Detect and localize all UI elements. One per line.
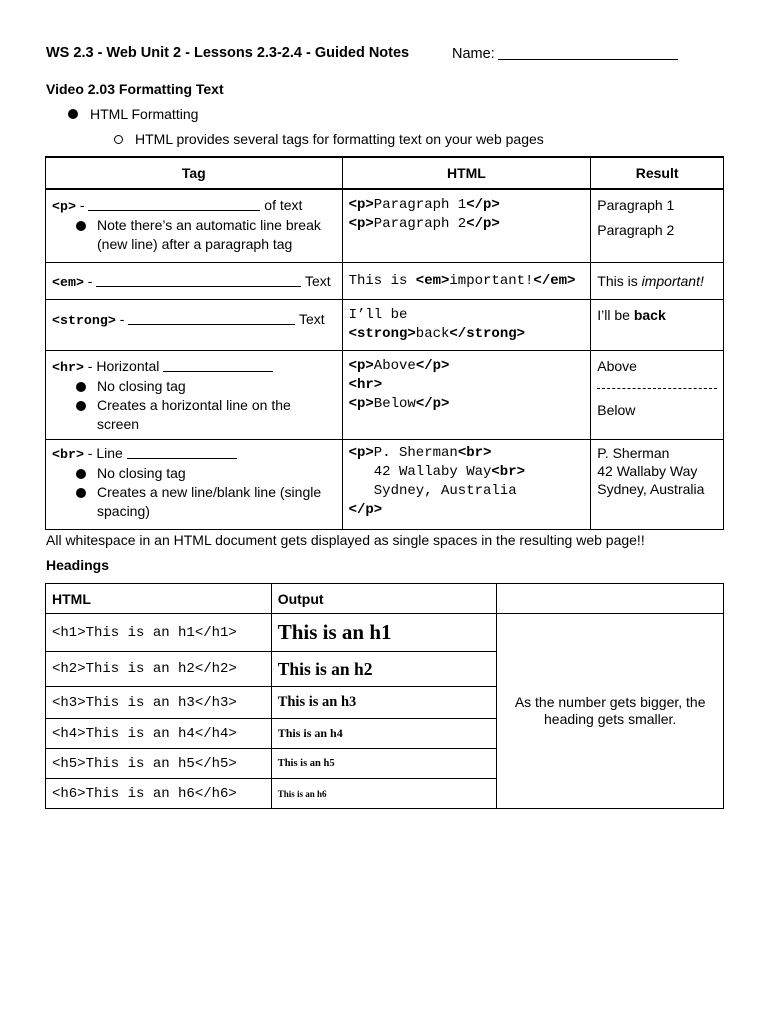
note-text: Creates a new line/blank line (single spacing) <box>97 483 322 519</box>
note-text: No closing tag <box>97 377 186 394</box>
heading-html-code: <h1>This is an h1</h1> <box>46 614 272 652</box>
tag-suffix: of text <box>264 197 303 213</box>
horizontal-rule <box>597 388 717 389</box>
code-tag: <p> <box>348 444 374 461</box>
html-code-cell <box>342 262 591 299</box>
table-row-hr <box>46 350 724 439</box>
code-text: Above <box>373 357 416 374</box>
heading-html-code: <h5>This is an h5</h5> <box>46 749 272 779</box>
table-row <box>46 614 724 652</box>
code-text: P. Sherman <box>373 444 458 461</box>
code-tag: <br> <box>491 463 526 480</box>
table-row-br <box>46 439 724 529</box>
code-tag: <em> <box>415 272 450 289</box>
code-tag: </p> <box>415 357 450 374</box>
code-tag: <p> <box>348 216 374 232</box>
heading-html-code: <h3>This is an h3</h3> <box>46 687 272 719</box>
bullet-dot-icon <box>76 469 86 479</box>
tag-cell <box>46 262 343 299</box>
result-cell <box>591 262 724 299</box>
code-text: Below <box>373 395 416 412</box>
code-text: This is <box>348 272 416 289</box>
code-tag: </p> <box>466 216 500 232</box>
tag-suffix: Text <box>298 310 325 327</box>
code-tag: </p> <box>348 501 383 518</box>
code-tag: </p> <box>466 197 500 213</box>
tag-cell <box>46 350 343 439</box>
result-text: I’ll be <box>597 306 634 323</box>
tag-cell <box>46 299 343 350</box>
note-item <box>52 377 336 396</box>
heading-output-h3: This is an h3 <box>271 687 497 719</box>
worksheet-header <box>46 45 495 62</box>
heading-output-h6: This is an h6 <box>271 779 497 809</box>
formatting-table-header <box>46 157 724 189</box>
heading-output-h1: This is an h1 <box>271 614 497 652</box>
tag-dash: - <box>83 357 97 374</box>
result-line: P. Sherman <box>597 444 670 461</box>
headings-table-header <box>46 584 724 614</box>
whitespace-note: All whitespace in an HTML document gets displayed as single spaces in the resulting web page!! <box>46 532 645 548</box>
code-text: Paragraph 2 <box>373 216 467 232</box>
code-tag: </p> <box>415 395 450 412</box>
heading-output-h4: This is an h4 <box>271 719 497 749</box>
tag-code: <strong> <box>52 312 116 328</box>
result-line: 42 Wallaby Way <box>597 462 698 479</box>
result-line: Above <box>597 357 637 374</box>
tag-cell <box>46 189 343 262</box>
fill-in-blank[interactable] <box>128 311 295 325</box>
table-row-strong <box>46 299 724 350</box>
code-tag: </em> <box>533 272 576 289</box>
sub-bullet-text: HTML provides several tags for formatting text on your web pages <box>135 131 544 147</box>
code-tag: </strong> <box>449 325 526 342</box>
code-text: Paragraph 1 <box>373 197 467 213</box>
heading-html-code: <h4>This is an h4</h4> <box>46 719 272 749</box>
code-tag: <strong> <box>348 325 416 342</box>
result-line: Below <box>597 401 636 418</box>
bullet-dot-icon <box>68 109 78 119</box>
note-text: Note there’s an automatic line break (new line) after a paragraph tag <box>97 217 321 252</box>
col-result-header: Result <box>591 157 724 189</box>
fill-in-blank[interactable] <box>88 197 260 211</box>
bullet-html-formatting <box>68 106 198 122</box>
fill-in-blank[interactable] <box>127 445 237 459</box>
col-tag-header: Tag <box>46 157 343 189</box>
tag-dash: - <box>83 444 97 461</box>
tag-dash: - <box>83 272 97 289</box>
bullet-text: HTML Formatting <box>90 106 199 122</box>
table-row-em <box>46 262 724 299</box>
video-section-title: Video 2.03 Formatting Text <box>46 81 224 97</box>
code-tag: <p> <box>348 197 374 213</box>
col-html-header: HTML <box>46 584 272 614</box>
col-output-header: Output <box>271 584 497 614</box>
tag-dash: - <box>75 197 89 213</box>
sub-bullet-formatting-tags <box>114 131 544 147</box>
formatting-table <box>45 156 724 530</box>
note-item <box>52 464 336 483</box>
note-item <box>52 483 336 521</box>
tag-dash: - <box>115 310 129 327</box>
bullet-dot-icon <box>76 382 86 392</box>
fill-in-blank[interactable] <box>163 358 273 372</box>
heading-output-h2: This is an h2 <box>271 652 497 687</box>
note-item <box>52 216 336 254</box>
headings-note: As the number gets bigger, the heading gets smaller. <box>497 614 724 809</box>
code-tag: <br> <box>457 444 492 461</box>
col-html-header: HTML <box>342 157 591 189</box>
name-field[interactable] <box>452 45 678 62</box>
tag-code: <p> <box>52 199 76 214</box>
result-cell <box>591 439 724 529</box>
html-code-cell <box>342 350 591 439</box>
code-text: 42 Wallaby Way <box>348 463 492 480</box>
result-cell <box>591 350 724 439</box>
result-line: Sydney, Australia <box>597 480 705 497</box>
table-row-p <box>46 189 724 262</box>
name-label: Name: <box>452 46 495 62</box>
note-item <box>52 396 336 434</box>
result-cell <box>591 299 724 350</box>
note-text: No closing tag <box>97 464 186 481</box>
headings-table <box>45 583 724 809</box>
tag-suffix: Text <box>305 272 331 289</box>
result-line: Paragraph 2 <box>597 222 675 238</box>
tag-cell <box>46 439 343 529</box>
html-code-cell <box>342 439 591 529</box>
tag-code: <br> <box>52 446 84 462</box>
fill-in-blank[interactable] <box>96 273 301 287</box>
bullet-dot-icon <box>76 401 86 411</box>
result-line: Paragraph 1 <box>597 197 675 213</box>
code-text: I’ll be <box>348 306 408 323</box>
hollow-bullet-icon <box>114 135 123 144</box>
col-note-header <box>497 584 724 614</box>
result-cell <box>591 189 724 262</box>
worksheet-title: WS 2.3 - Web Unit 2 - Lessons 2.3-2.4 - Guided Notes <box>46 45 410 61</box>
note-text: Creates a horizontal line on the screen <box>97 396 291 432</box>
heading-html-code: <h6>This is an h6</h6> <box>46 779 272 809</box>
html-code-cell <box>342 299 591 350</box>
html-code-cell <box>342 189 591 262</box>
code-tag: <p> <box>348 395 374 412</box>
name-blank-line[interactable] <box>498 45 678 60</box>
tag-prefix-word: Line <box>96 444 123 461</box>
code-text: back <box>415 325 450 342</box>
tag-code: <hr> <box>52 359 84 375</box>
headings-section-title: Headings <box>46 557 110 573</box>
code-text: Sydney, Australia <box>348 482 517 499</box>
code-tag: <p> <box>348 357 374 374</box>
result-strong: back <box>633 306 666 323</box>
tag-code: <em> <box>52 274 84 290</box>
bullet-dot-icon <box>76 488 86 498</box>
bullet-dot-icon <box>76 221 86 231</box>
code-tag: <hr> <box>348 376 383 393</box>
code-text: important! <box>449 272 534 289</box>
result-text: This is <box>597 272 642 289</box>
heading-html-code: <h2>This is an h2</h2> <box>46 652 272 687</box>
result-emphasis: important! <box>641 272 704 289</box>
tag-prefix-word: Horizontal <box>96 357 160 374</box>
heading-output-h5: This is an h5 <box>271 749 497 779</box>
